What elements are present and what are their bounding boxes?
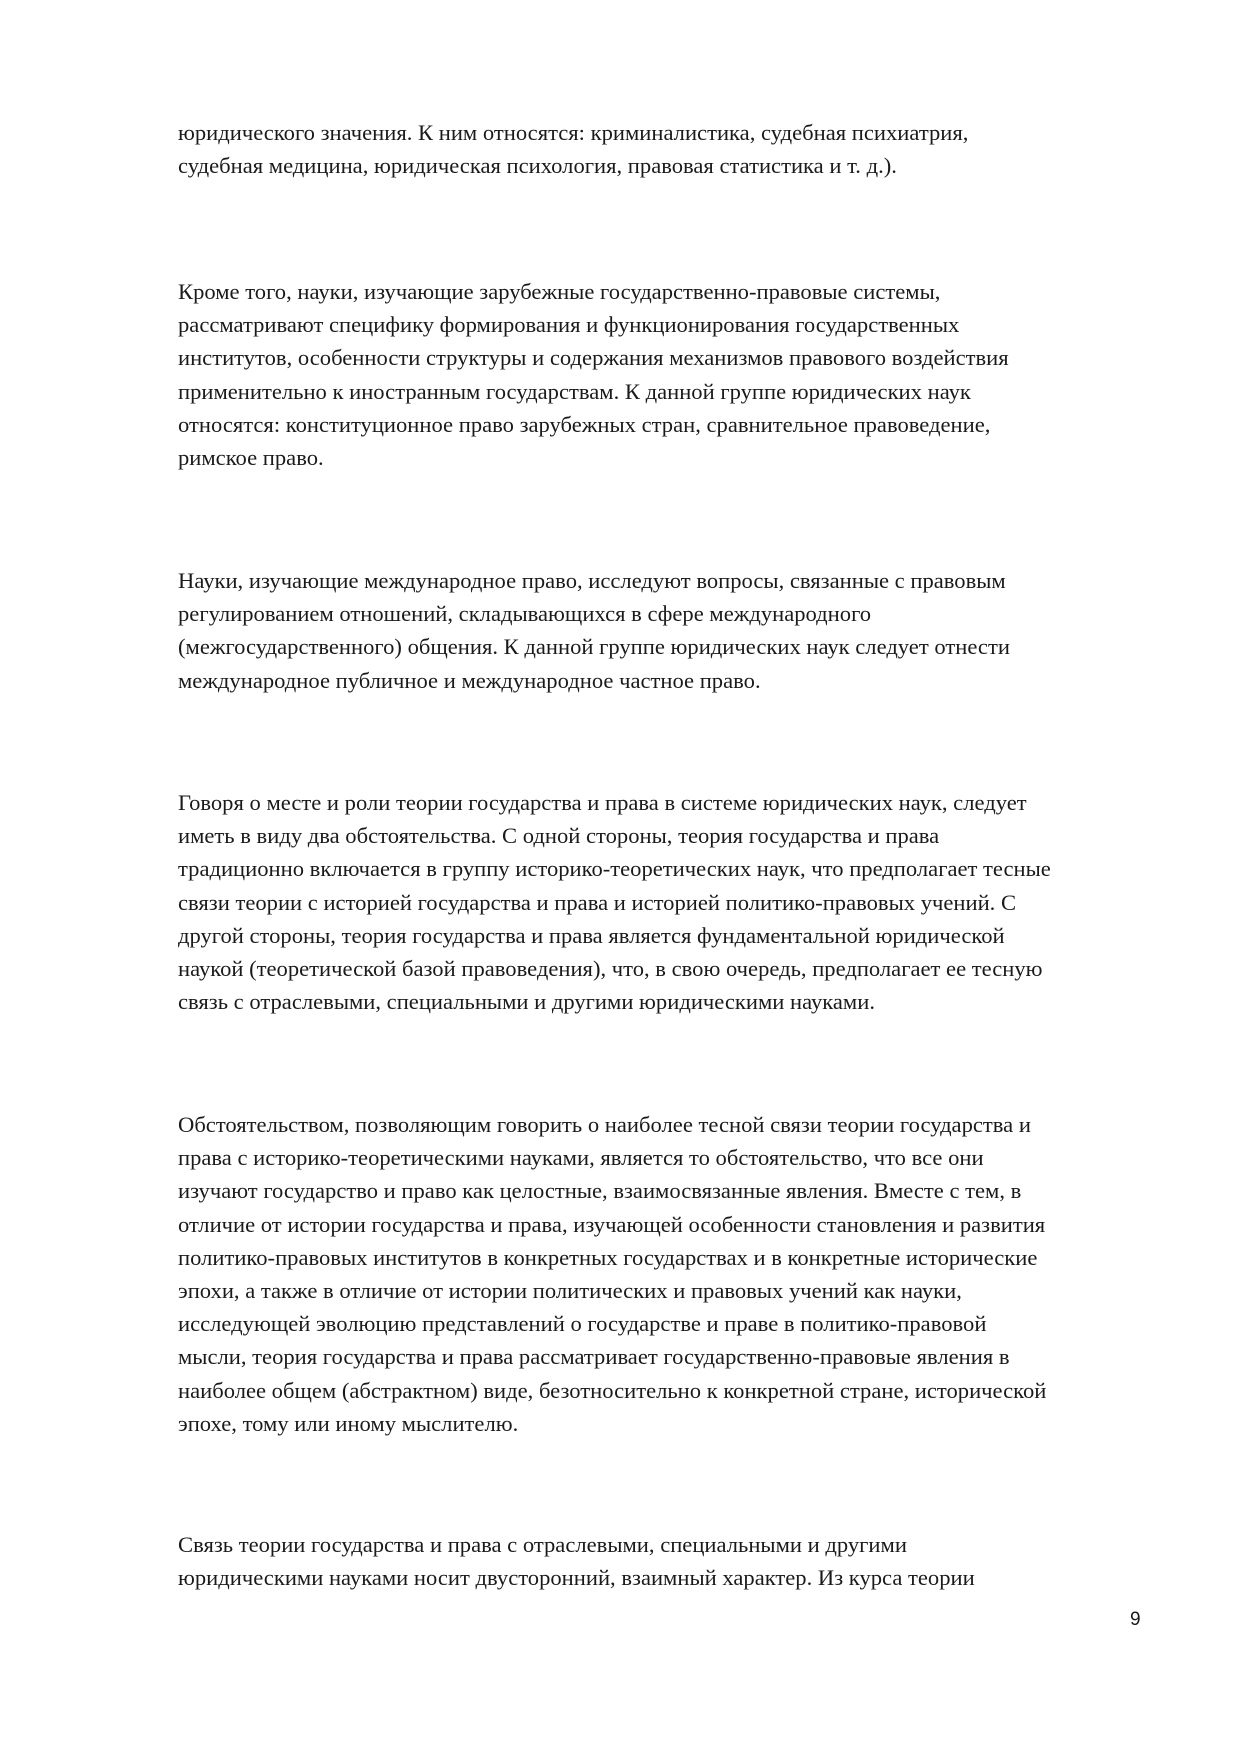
paragraph-historical-theoretical-link <box>178 1108 1163 1440</box>
text-line: (межгосударственного) общения. К данной группе юридических наук следует отнести <box>178 634 1010 660</box>
text-line: римское право. <box>178 444 324 470</box>
text-line: наукой (теоретической базой правоведения), что, в свою очередь, предполагает ее тесную <box>178 955 1043 981</box>
text-line: права с историко-теоретическими науками, является то обстоятельство, что все они <box>178 1145 984 1171</box>
text-line: наиболее общем (абстрактном) виде, безотносительно к конкретной стране, исторической <box>178 1377 1047 1403</box>
text-line: иметь в виду два обстоятельства. С одной стороны, теория государства и права <box>178 823 940 849</box>
text-line: Говоря о месте и роли теории государства и права в системе юридических наук, следует <box>178 790 1027 815</box>
text-line: мысли, теория государства и права рассматривает государственно-правовые явления в <box>178 1344 1010 1370</box>
text-line: Связь теории государства и права с отраслевыми, специальными и другими <box>178 1532 907 1557</box>
text-line: другой стороны, теория государства и права является фундаментальной юридической <box>178 922 1005 948</box>
text-line: рассматривают специфику формирования и функционирования государственных <box>178 312 960 338</box>
text-line: применительно к иностранным государствам. К данной группе юридических наук <box>178 378 971 404</box>
paragraph-branch-sciences-link <box>178 1528 1163 1594</box>
page-number: 9 <box>1130 1609 1141 1630</box>
text-line: связи теории с историей государства и права и историей политико-правовых учений. С <box>178 889 1017 915</box>
text-line: традиционно включается в группу историко-теоретических наук, что предполагает тесные <box>178 856 1051 882</box>
text-line: Науки, изучающие международное право, исследуют вопросы, связанные с правовым <box>178 568 1006 593</box>
text-line: эпохе, тому или иному мыслителю. <box>178 1410 519 1436</box>
paragraph-international-law <box>178 564 1163 697</box>
text-line: Обстоятельством, позволяющим говорить о наиболее тесной связи теории государства и <box>178 1112 1031 1137</box>
text-line: изучают государство и право как целостные, взаимосвязанные явления. Вместе с тем, в <box>178 1178 1022 1204</box>
text-line: регулированием отношений, складывающихся в сфере международного <box>178 601 872 627</box>
paragraph-theory-place <box>178 786 1163 1018</box>
paragraph-forensic-sciences <box>178 116 1163 182</box>
text-line: международное публичное и международное частное право. <box>178 667 761 693</box>
text-line: юридическими науками носит двусторонний, взаимный характер. Из курса теории <box>178 1565 975 1591</box>
text-line: эпохи, а также в отличие от истории политических и правовых учений как науки, <box>178 1277 962 1303</box>
text-line: Кроме того, науки, изучающие зарубежные государственно-правовые системы, <box>178 279 941 304</box>
text-line: юридического значения. К ним относятся: криминалистика, судебная психиатрия, <box>178 120 969 145</box>
text-line: связь с отраслевыми, специальными и другими юридическими науками. <box>178 989 875 1015</box>
text-line: относятся: конституционное право зарубежных стран, сравнительное правоведение, <box>178 411 991 437</box>
text-line: институтов, особенности структуры и содержания механизмов правового воздействия <box>178 345 1009 371</box>
paragraph-foreign-legal-systems <box>178 275 1163 474</box>
text-line: судебная медицина, юридическая психология, правовая статистика и т. д.). <box>178 153 897 179</box>
text-line: исследующей эволюцию представлений о государстве и праве в политико-правовой <box>178 1311 987 1337</box>
text-line: отличие от истории государства и права, изучающей особенности становления и развития <box>178 1211 1046 1237</box>
text-line: политико-правовых институтов в конкретных государствах и в конкретные исторические <box>178 1244 1038 1270</box>
